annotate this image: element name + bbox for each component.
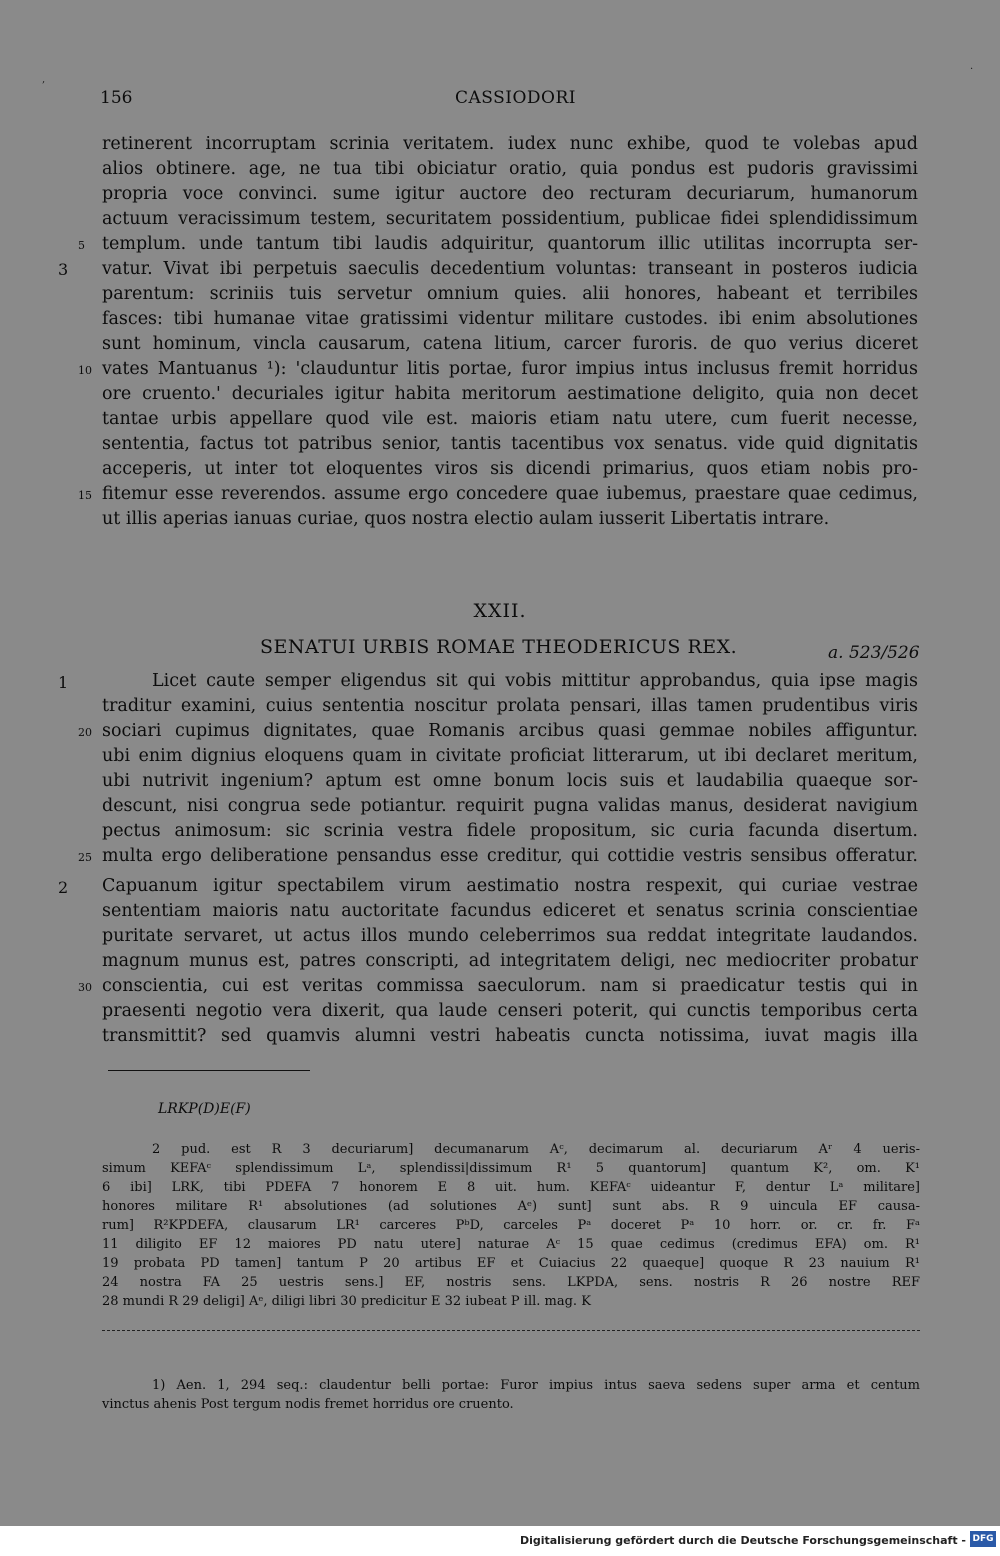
text-line: actuum veracissimum testem, securitatem possidentium, publicae fidei splendidissimum	[102, 209, 918, 229]
apparatus-line: 19 probata PD tamen] tantum P 20 artibus EF et Cuiacius 22 quaeque] quoque R 23 nauium R¹	[102, 1256, 920, 1271]
line-number: 15	[78, 489, 92, 502]
text-line: sententiam maioris natu auctoritate facundus ediceret et senatus scrinia conscientiae	[102, 901, 918, 921]
footnote-separator	[108, 1070, 310, 1071]
text-line: Licet caute semper eligendus sit qui vobis mittitur approbandus, quia ipse magis	[152, 671, 918, 691]
text-line: acceperis, ut inter tot eloquentes viros sis dicendi primarius, quos etiam nobis pro-	[102, 459, 918, 479]
text-line: sunt hominum, vincla causarum, catena litium, carcer furoris. de quo verius diceret	[102, 334, 918, 354]
apparatus-line: 6 ibi] LRK, tibi PDEFA 7 honorem E 8 uit. hum. KEFAᶜ uideantur F, dentur Lᵃ militare]	[102, 1180, 920, 1195]
text-line: ubi enim dignius eloquens quam in civitate proficiat litterarum, ut ibi declaret meritum,	[102, 746, 918, 766]
footer-bar	[0, 1526, 1000, 1556]
apparatus-line: rum] R²KPDEFA, clausarum LR¹ carceres PᵇD, carceles Pᵃ doceret Pᵃ 10 horr. or. cr. fr. Fᵃ	[102, 1218, 920, 1233]
text-line: templum. unde tantum tibi laudis adquiritur, quantorum illic utilitas incorrupta ser-	[102, 234, 918, 254]
page-number: 156	[100, 88, 133, 108]
apparatus-line: honores militare R¹ absolutiones (ad solutiones Aᵉ) sunt] sunt abs. R 9 uincula EF causa-	[102, 1199, 920, 1214]
line-number: 5	[78, 239, 85, 252]
dfg-logo: DFG	[970, 1531, 996, 1547]
text-line: puritate servaret, ut actus illos mundo celeberrimos sua reddat integritate laudandos.	[102, 926, 918, 946]
text-line: sociari cupimus dignitates, quae Romanis arcibus quasi gemmae nobiles affiguntur.	[102, 721, 918, 741]
section-numeral: XXII.	[473, 600, 527, 622]
text-line: fasces: tibi humanae vitae gratissimi videntur militare custodes. ibi enim absolutiones	[102, 309, 918, 329]
apparatus-line: 24 nostra FA 25 uestris sens.] EF, nostris sens. LKPDA, sens. nostris R 26 nostre REF	[102, 1275, 920, 1290]
text-line: vatur. Vivat ibi perpetuis saeculis decedentium voluntas: transeant in posteros iudicia	[102, 259, 918, 279]
apparatus-line: 11 diligito EF 12 maiores PD natu utere] naturae Aᶜ 15 quae cedimus (credimus EFA) om. R¹	[102, 1237, 920, 1252]
text-line: conscientia, cui est veritas commissa saeculorum. nam si praedicatur testis qui in	[102, 976, 918, 996]
section-title: SENATUI URBIS ROMAE THEODERICUS REX.	[260, 636, 738, 658]
text-line: magnum munus est, patres conscripti, ad integritatem deligi, nec mediocriter probatur	[102, 951, 918, 971]
digitization-credit: Digitalisierung gefördert durch die Deutsche Forschungsgemeinschaft -	[519, 1534, 966, 1547]
text-line: tantae urbis appellare quod vile est. maioris etiam natu utere, cum fuerit necesse,	[102, 409, 918, 429]
text-line: vates Mantuanus ¹): 'clauduntur litis portae, furor impius intus inclusus fremit horridus	[102, 359, 918, 379]
text-line: multa ergo deliberatione pensandus esse creditur, qui cottidie vestris sensibus offeratur.	[102, 846, 918, 866]
line-number: 10	[78, 364, 92, 377]
footnote-line: 1) Aen. 1, 294 seq.: claudentur belli portae: Furor impius intus saeva sedens super arma et centum	[152, 1378, 920, 1393]
text-line: traditur examini, cuius sententia noscitur prolata pensari, illas tamen prudentibus viris	[102, 696, 918, 716]
footnote-line: vinctus ahenis Post tergum nodis fremet horridus ore cruento.	[102, 1397, 514, 1412]
apparatus-separator	[102, 1330, 920, 1331]
section-date: a. 523/526	[828, 643, 920, 663]
running-title: CASSIODORI	[455, 88, 577, 108]
text-line: pectus animosum: sic scrinia vestra fidele propositum, sic curia facunda disertum.	[102, 821, 918, 841]
text-line: Capuanum igitur spectabilem virum aestimatio nostra respexit, qui curiae vestrae	[102, 876, 918, 896]
apparatus-line: 2 pud. est R 3 decuriarum] decumanarum Aᶜ, decimarum al. decuriarum Aʳ 4 ueris-	[152, 1142, 920, 1157]
section-number: 1	[58, 673, 69, 692]
apparatus-sigla: LRKP(D)E(F)	[158, 1101, 251, 1117]
scan-mark: ·	[970, 64, 974, 75]
text-line: ubi nutrivit ingenium? aptum est omne bonum locis suis et laudabilia quaeque sor-	[102, 771, 918, 791]
text-line: propria voce convinci. sume igitur auctore deo recturam decuriarum, humanorum	[102, 184, 918, 204]
text-line: descunt, nisi congrua sede potiantur. requirit pugna validas manus, desiderat navigium	[102, 796, 918, 816]
text-line: alios obtinere. age, ne tua tibi obiciatur oratio, quia pondus est pudoris gravissimi	[102, 159, 918, 179]
line-number: 20	[78, 726, 92, 739]
text-line: parentum: scriniis tuis servetur omnium quies. alii honores, habeant et terribiles	[102, 284, 918, 304]
text-line: retinerent incorruptam scrinia veritatem. iudex nunc exhibe, quod te volebas apud	[102, 134, 918, 154]
text-line: ut illis aperias ianuas curiae, quos nostra electio aulam iusserit Libertatis intrare.	[102, 509, 830, 529]
text-line: sententia, factus tot patribus senior, tantis tacentibus vox senatus. vide quid dignitatis	[102, 434, 918, 454]
text-line: praesenti negotio vera dixerit, qua laude censeri poterit, qui cunctis temporibus certa	[102, 1001, 918, 1021]
scan-mark: ,	[42, 74, 46, 85]
text-line: transmittit? sed quamvis alumni vestri habeatis cuncta notissima, iuvat magis illa	[102, 1026, 918, 1046]
text-line: fitemur esse reverendos. assume ergo concedere quae iubemus, praestare quae cedimus,	[102, 484, 918, 504]
line-number: 25	[78, 851, 92, 864]
apparatus-line: simum KEFAᶜ splendissimum Lᵃ, splendissi|dissimum R¹ 5 quantorum] quantum K², om. K¹	[102, 1161, 920, 1176]
section-number: 3	[58, 260, 69, 279]
line-number: 30	[78, 981, 92, 994]
section-number: 2	[58, 878, 69, 897]
text-line: ore cruento.' decuriales igitur habita meritorum aestimatione deligito, quia non decet	[102, 384, 918, 404]
apparatus-line: 28 mundi R 29 deligi] Aᵉ, diligi libri 30 predicitur E 32 iubeat P ill. mag. K	[102, 1294, 591, 1309]
